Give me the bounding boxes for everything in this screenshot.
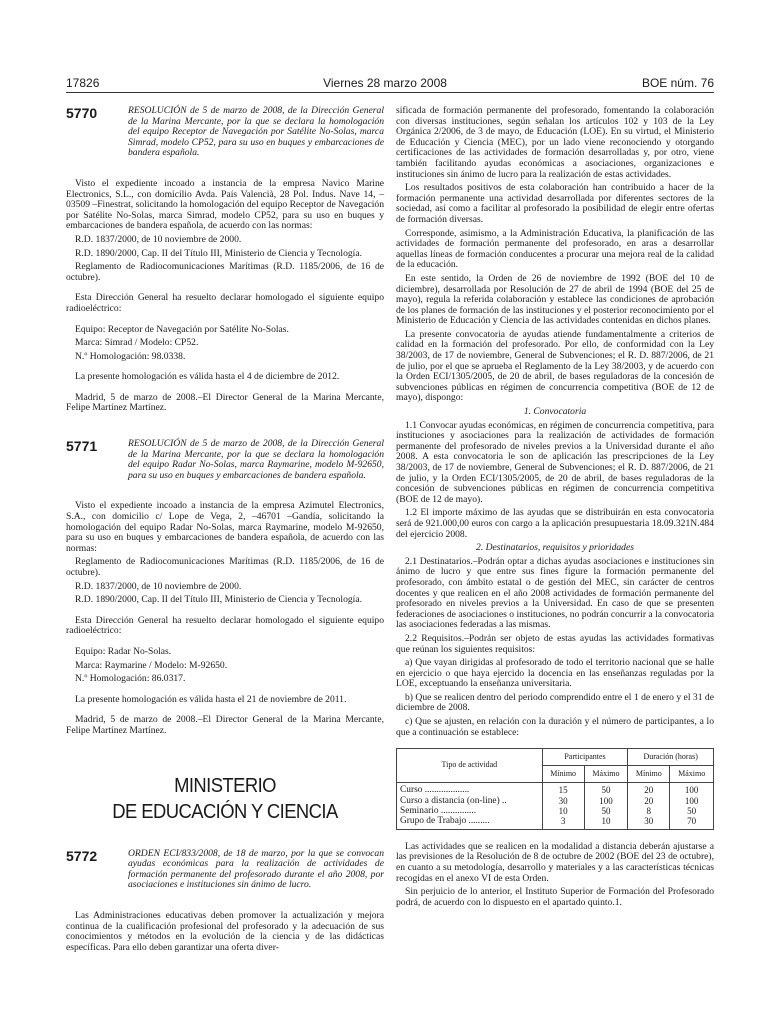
paragraph: 2.1 Destinatarios.–Podrán optar a dichas ayudas asociaciones e instituciones sin ánimo de lucro y que entre sus fines figure la formación permanente del profesorado, con ámbito estatal o de gestión del MEC, sin carácter de centros docentes y que realicen en el año 2008 actividades de formación permanente del profesorado en niveles previos a la Universidad. En caso de que se presenten federaciones de asociaciones o instituciones, no podrán concurrir a la convocatoria las asociaciones federadas a las mismas. — [396, 555, 714, 631]
equipment-line: Marca: Simrad / Modelo: CP52. — [75, 337, 199, 349]
paragraph: Visto el expediente incoado a instancia de la empresa Navico Marine Electronics, S.L., con domicilio Avda. País Valencià, 28 Pol. Indus. Nave 14, –03509 –Finestrat, solicitando la homologación del equipo Receptor de Navegación por Satélite No-Solas, marca Simrad, modelo CP52, para su uso en buques y embarcaciones de bandera española, de acuerdo con las normas: — [66, 177, 384, 232]
resolution-5771-heading — [66, 439, 384, 481]
entry-title: ORDEN ECI/833/2008, de 18 de marzo, por la que se convocan ayudas económicas para la realización de actividades de formación permanente del profesorado durante el año 2008, por asociaciones e instituciones sin ánimo de lucro. — [128, 847, 384, 891]
equipment-line: Marca: Raymarine / Modelo: M-92650. — [75, 659, 228, 671]
paragraph: Los resultados positivos de esta colaboración han contribuido a hacer de la formación permanente una actividad desarrollada por diferentes sectores de la sociedad, así como a facilitar al profesorado la posibilidad de elegir entre ofertas de formación diversas. — [396, 182, 714, 225]
header-rule — [66, 92, 714, 93]
norm-item: Reglamento de Radiocomunicaciones Marítimas (R.D. 1185/2006, de 16 de octubre). — [66, 556, 384, 578]
entry-number: 5770 — [66, 105, 98, 121]
ministry-line: DE EDUCACIÓN Y CIENCIA — [112, 800, 338, 823]
paragraph: Esta Dirección General ha resuelto declarar homologado el siguiente equipo radioeléctrico: — [66, 614, 384, 637]
requirement-a: a) Que vayan dirigidas al profesorado de todo el territorio nacional que se halle en ejercicio o que haya ejercido la docencia en las enseñanzas reguladas por la LOE, exceptuando la enseñanza universitaria. — [396, 657, 714, 690]
duration-max: 100 100 50 70 — [670, 783, 714, 830]
equipment-line: N.º Homologación: 86.0317. — [75, 673, 186, 685]
norm-item: R.D. 1890/2000, Cap. II del Título III, Ministerio de Ciencia y Tecnología. — [75, 594, 363, 606]
requirement-b: b) Que se realicen dentro del periodo comprendido entre el 1 de enero y el 31 de diciembre de 2008. — [396, 691, 714, 714]
paragraph: La presente convocatoria de ayudas atiende fundamentalmente a criterios de calidad en la formación del profesorado. Por ello, de conformidad con la Ley 38/2003, de 17 de noviembre, General de Subvenciones; el R. D. 887/2006, de 21 de julio, por el que se aprueba el Reglamento de la Ley 38/2003, y de acuerdo con la Orden ECI/1305/2005, de 20 de abril, de bases reguladoras de la concesión de subvenciones públicas en régimen de concurrencia competitiva (BOE de 12 de mayo), dispongo: — [396, 328, 714, 404]
col-header-min: Mínimo — [542, 766, 584, 783]
section-heading: 1. Convocatoria — [523, 406, 587, 418]
paragraph: Las actividades que se realicen en la modalidad a distancia deberán ajustarse a las previsiones de la Resolución de 8 de octubre de 2002 (BOE del 23 de octubre), en cuanto a su metodología, desarrollo y materiales y a las características técnicas recogidas en el anexo VI de esta Orden. — [396, 840, 714, 884]
equipment-line: Equipo: Receptor de Navegación por Satélite No-Solas. — [75, 323, 289, 335]
validity: La presente homologación es válida hasta el 4 de diciembre de 2012. — [75, 371, 340, 383]
norm-item: R.D. 1837/2000, de 10 noviembre de 2000. — [75, 233, 242, 245]
signature: Madrid, 5 de marzo de 2008.–El Director General de la Marina Mercante, Felipe Martínez Martínez. — [66, 714, 384, 736]
norm-item: R.D. 1890/2000, Cap. II del Título III, Ministerio de Ciencia y Tecnología. — [75, 247, 363, 259]
requirement-c: c) Que se ajusten, en relación con la duración y el número de participantes, a lo que a continuación se establece: — [396, 716, 714, 738]
page-number: 17826 — [66, 76, 100, 90]
paragraph: Las Administraciones educativas deben promover la actualización y mejora continua de la cualificación profesional del profesorado y la adecuación de sus conocimientos y métodos en la evolución de la ciencia y de las didácticas específicas. Para ello deben garantizar una oferta diver- — [66, 909, 384, 953]
validity: La presente homologación es válida hasta el 21 de noviembre de 2011. — [75, 693, 347, 705]
col-header-duration: Duración (horas) — [628, 749, 714, 766]
paragraph: Esta Dirección General ha resuelto declarar homologado el siguiente equipo radioeléctrico: — [66, 292, 384, 314]
left-column — [66, 106, 384, 956]
col-header-max: Máximo — [584, 766, 628, 783]
paragraph: En este sentido, la Orden de 26 de noviembre de 1992 (BOE del 10 de diciembre), desarrollada por Resolución de 27 de abril de 1994 (BOE del 25 de mayo), regula la referida colaboración y establece las condiciones de aprobación de los planes de formación de las instituciones y el posterior reconocimiento por el Ministerio de Educación y Ciencia de las actividades contenidas en dichos planes. — [396, 272, 714, 327]
participants-max: 50 100 50 10 — [584, 783, 628, 830]
journal-issue: BOE núm. 76 — [641, 76, 714, 90]
entry-title: RESOLUCIÓN de 5 de marzo de 2008, de la Dirección General de la Marina Mercante, por la que se declara la homologación del equipo Receptor de Navegación por Satélite No-Solas, marca Simrad, modelo CP52, para su uso en buques y embarcaciones de bandera española. — [128, 105, 384, 159]
table-row — [397, 783, 714, 830]
paragraph: Visto el expediente incoado a instancia de la empresa Azimutel Electronics, S.A., con domicilio c/ Lope de Vega, 2, –46701 –Gandía, solicitando la homologación del equipo Radar No-Solas, marca Raymarine, modelo M-92650, para su uso en buques y embarcaciones de bandera española, de acuerdo con las normas: — [66, 500, 384, 554]
entry-title: RESOLUCIÓN de 5 de marzo de 2008, de la Dirección General de la Marina Mercante, por la que se declara la homologación del equipo Radar No-Solas, marca Raymarine, modelo M-92650, para su uso en buques y embarcaciones de bandera española. — [128, 438, 384, 481]
col-header-min: Mínimo — [628, 766, 670, 783]
participants-min: 15 30 10 3 — [542, 783, 584, 830]
col-header-type: Tipo de actividad — [397, 749, 543, 783]
equipment-line: Equipo: Radar No-Solas. — [75, 645, 172, 657]
entry-number: 5772 — [66, 847, 98, 864]
signature: Madrid, 5 de marzo de 2008.–El Director General de la Marina Mercante, Felipe Martínez Martínez. — [66, 391, 384, 414]
paragraph: 1.1 Convocar ayudas económicas, en régimen de concurrencia competitiva, para instituciones y asociaciones para la realización de actividades de formación permanente del profesorado de niveles previos a la Universidad durante el año 2008. A esta convocatoria le son de aplicación las prescripciones de la Ley 38/2003, de 17 de noviembre, General de Subvenciones; el R. D. 887/2006, de 21 de julio, y la Orden ECI/1305/2005, de 20 de abril, de bases reguladoras de la concesión de subvenciones públicas en régimen de concurrencia competitiva (BOE de 12 de mayo). — [396, 419, 714, 505]
paragraph: Corresponde, asimismo, a la Administración Educativa, la planificación de las actividades de formación permanente del profesorado, en aras a desarrollar aquellas líneas de formación conducentes a procurar una mejora real de la calidad de la educación. — [396, 227, 714, 271]
ministry-line: MINISTERIO — [174, 774, 276, 797]
section-heading: 2. Destinatarios, requisitos y prioridades — [476, 542, 634, 554]
col-header-participants: Participantes — [542, 749, 628, 766]
paragraph: 2.2 Requisitos.–Podrán ser objeto de estas ayudas las actividades formativas que reúnan los siguientes requisitos: — [396, 632, 714, 655]
paragraph: sificada de formación permanente del profesorado, fomentando la colaboración con diversas instituciones, según señalan los artículos 102 y 103 de la Ley Orgánica 2/2006, de 3 de mayo, de Educación (LOE). En su virtud, el Ministerio de Educación y Ciencia (MEC), por un lado viene reconociendo y otorgando certificaciones de las actividades de formación desarrolladas y, por otro, viene también facilitando ayudas económicas a asociaciones, organizaciones e instituciones sin ánimo de lucro para la realización de estas actividades. — [396, 105, 714, 180]
norm-item: Reglamento de Radiocomunicaciones Marítimas (R.D. 1185/2006, de 16 de octubre). — [66, 261, 384, 283]
issue-date: Viernes 28 marzo 2008 — [323, 76, 447, 90]
duration-participants-table — [396, 748, 714, 830]
norm-item: R.D. 1837/2000, de 10 noviembre de 2000. — [75, 580, 242, 592]
activity-types: Curso ................... Curso a distancia (on-line) .. Seminario ............... Grupo de Trabajo ......... — [397, 783, 543, 830]
paragraph: Sin perjuicio de lo anterior, el Instituto Superior de Formación del Profesorado podrá, de acuerdo con lo dispuesto en el apartado quinto.1. — [396, 886, 714, 908]
paragraph: 1.2 El importe máximo de las ayudas que se distribuirán en esta convocatoria será de 921.000,00 euros con cargo a la aplicación presupuestaria 18.09.321N.484 del ejercicio 2008. — [396, 507, 714, 540]
resolution-5770-heading — [66, 106, 384, 159]
entry-number: 5771 — [66, 438, 98, 455]
right-column — [396, 106, 714, 911]
col-header-max: Máximo — [670, 766, 714, 783]
order-5772-heading — [66, 849, 384, 891]
duration-min: 20 20 8 30 — [628, 783, 670, 830]
ministry-heading — [79, 773, 372, 825]
equipment-line: N.º Homologación: 98.0338. — [75, 350, 186, 362]
